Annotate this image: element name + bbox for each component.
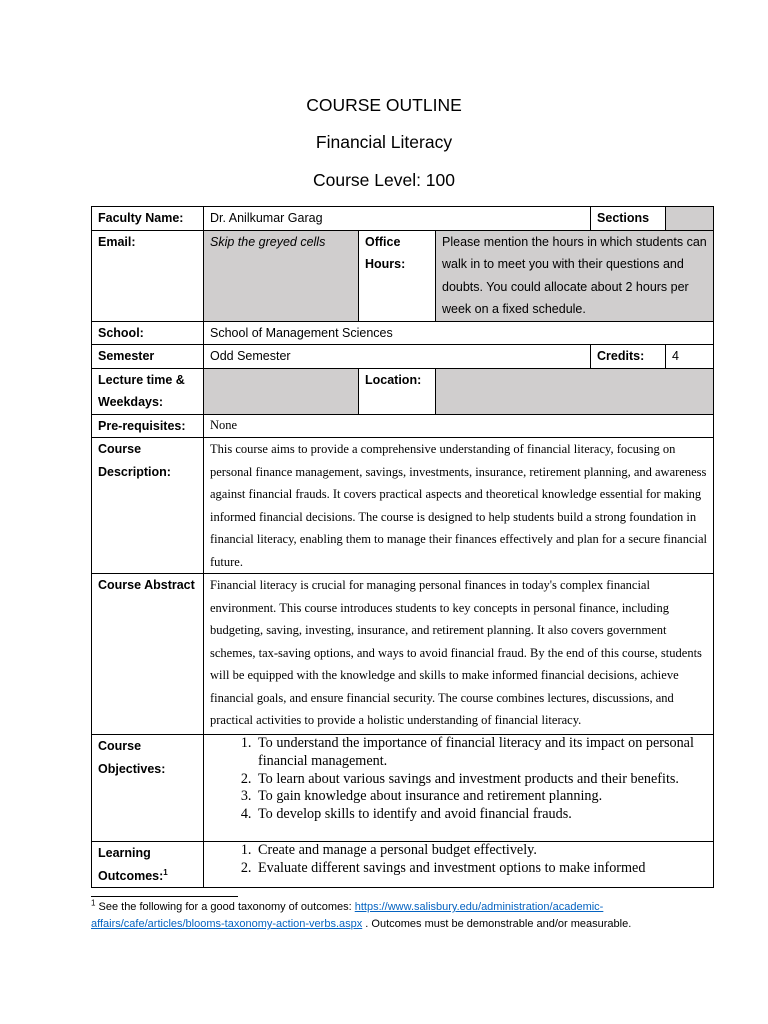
table-row-description [92,438,714,574]
lecture-time-value-cell [204,368,359,414]
list-item: 4. To develop skills to identify and avoid financial frauds. [255,806,709,824]
semester-value[interactable]: Odd Semester [204,345,591,369]
location-label: Location: [359,368,436,414]
table-row-objectives [92,735,714,842]
school-value[interactable]: School of Management Sciences [204,321,714,345]
course-outline-table [91,206,714,888]
footnote-text-after: . Outcomes must be demonstrable and/or measurable. [362,918,632,930]
table-row-school [92,321,714,345]
table-row-email [92,230,714,321]
faculty-value[interactable]: Dr. Anilkumar Garag [204,207,591,231]
course-abstract-label: Course Abstract [92,574,204,735]
footnote [91,899,711,933]
table-row-faculty [92,207,714,231]
table-row-outcomes [92,842,714,888]
learning-outcomes-value[interactable] [204,842,714,888]
list-item: 1. To understand the importance of financial literacy and its impact on personal financial management. [255,735,709,771]
table-row-prerequisites [92,414,714,438]
sections-value-cell [666,207,714,231]
outcomes-list [210,842,709,878]
course-description-label: Course Description: [92,438,204,574]
list-item: 2. To learn about various savings and investment products and their benefits. [255,771,709,789]
course-description-value[interactable]: This course aims to provide a comprehensive understanding of financial literacy, focusing on personal finance management, savings, investments, insurance, retirement planning, and awareness against financial frauds. It covers practical aspects and theoretical knowledge essential for making informed financial decisions. The course is designed to help students build a strong foundation in financial literacy, enabling them to manage their finances effectively and plan for a secure financial future. [204,438,714,574]
sections-label: Sections [591,207,666,231]
email-label: Email: [92,230,204,321]
office-hours-label: Office Hours: [359,230,436,321]
location-value-cell [436,368,714,414]
learning-outcomes-label [92,842,204,888]
course-objectives-value[interactable] [204,735,714,842]
list-item: 1. Create and manage a personal budget effectively. [255,842,709,860]
course-name: Financial Literacy [315,132,453,152]
learning-outcomes-text: Learning Outcomes: [98,846,164,883]
footnote-separator [91,896,238,897]
objectives-list [210,735,709,824]
footnote-text-before: See the following for a good taxonomy of outcomes: [95,901,355,913]
credits-value[interactable]: 4 [666,345,714,369]
semester-label: Semester [92,345,204,369]
prerequisites-value[interactable]: None [204,414,714,438]
office-hours-value: Please mention the hours in which students can walk in to meet you with their questions and doubts. You could allocate about 2 hours per week on a fixed schedule. [436,230,714,321]
footnote-ref[interactable]: 1 [163,867,168,877]
school-label: School: [92,321,204,345]
course-abstract-value[interactable]: Financial literacy is crucial for managing personal finances in today's complex financial environment. This course introduces students to key concepts in personal finance, including budgeting, saving, investing, insurance, and retirement planning. It also covers government schemes, tax-saving options, and ways to avoid financial fraud. By the end of this course, students will be equipped with the knowledge and skills to make informed financial decisions, achieve financial goals, and ensure financial security. The course combines lectures, discussions, and practical activities to provide a holistic understanding of financial literacy. [204,574,714,735]
prerequisites-label: Pre-requisites: [92,414,204,438]
footnote-marker: 1 [91,898,96,908]
table-row-abstract [92,574,714,735]
email-value: Skip the greyed cells [204,230,359,321]
credits-label: Credits: [591,345,666,369]
taxonomy-link[interactable]: https://www.salisbury.edu/administration/academic-affairs/cafe/articles/blooms-taxonomy-action-verbs.aspx [91,901,604,930]
table-row-semester [92,345,714,369]
lecture-time-label: Lecture time & Weekdays: [92,368,204,414]
course-objectives-label: Course Objectives: [92,735,204,842]
document-title: COURSE OUTLINE [306,95,462,115]
list-item: 2. Evaluate different savings and investment options to make informed [255,860,709,878]
faculty-label: Faculty Name: [92,207,204,231]
list-item: 3. To gain knowledge about insurance and retirement planning. [255,788,709,806]
course-level: Course Level: 100 [312,170,456,190]
table-row-lecture [92,368,714,414]
